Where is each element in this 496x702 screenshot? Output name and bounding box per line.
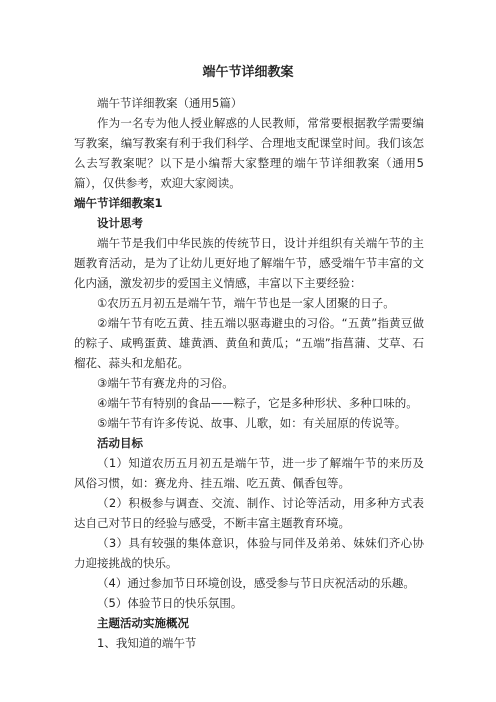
goal-item: （5）体验节日的快乐氛围。 [97,596,243,610]
design-item: ⑤端午节有许多传说、故事、儿歌，如：有关屈原的传说等。 [97,416,407,430]
goal-item: （2）积极参与调查、交流、制作、讨论等活动，用多种方式表达自己对节日的经验与感受，不断丰富主题教育环境。 [74,496,424,530]
goal-item: （1）知道农历五月初五是端午节，进一步了解端午节的来历及风俗习惯，如：赛龙舟、挂五端、吃五黄、佩香包等。 [74,456,424,490]
document-body [74,93,424,653]
intro-paragraph: 作为一名专为他人授业解惑的人民教师，常常要根据教学需要编写教案，编写教案有利于我们科学、合理地支配课堂时间。我们该怎么去写教案呢？以下是小编帮大家整理的端午节详细教案（通用5篇），仅供参考，欢迎大家阅读。 [74,116,424,190]
document-title: 端午节详细教案 [202,65,294,80]
design-paragraph: 端午节是我们中华民族的传统节日，设计并组织有关端午节的主题教育活动，是为了让幼儿更好地了解端午节，感受端午节丰富的文化内涵，激发初步的爱国主义情感，丰富以下主要经验： [74,236,424,290]
design-item: ③端午节有赛龙舟的习俗。 [97,376,234,390]
goal-item: （4）通过参加节日环境创设，感受参与节日庆祝活动的乐趣。 [97,576,415,590]
design-item: ④端午节有特别的食品——粽子，它是多种形状、多种口味的。 [97,396,418,410]
section-heading: 端午节详细教案1 [74,196,163,210]
design-item: ②端午节有吃五黄、挂五端以驱毒避虫的习俗。“五黄”指黄豆做的粽子、咸鸭蛋黄、雄黄酒、黄鱼和黄瓜；“五端”指菖蒲、艾草、石榴花、蒜头和龙船花。 [74,316,424,370]
design-item: ①农历五月初五是端午节，端午节也是一家人团聚的日子。 [97,296,395,310]
goals-heading: 活动目标 [97,436,143,450]
design-heading: 设计思考 [97,216,143,230]
goal-item: （3）具有较强的集体意识，体验与同伴及弟弟、妹妹们齐心协力迎接挑战的快乐。 [74,536,424,570]
overview-item: 1、我知道的端午节 [97,636,197,650]
intro-subtitle: 端午节详细教案（通用5篇） [97,96,243,110]
overview-heading: 主题活动实施概况 [97,616,189,630]
